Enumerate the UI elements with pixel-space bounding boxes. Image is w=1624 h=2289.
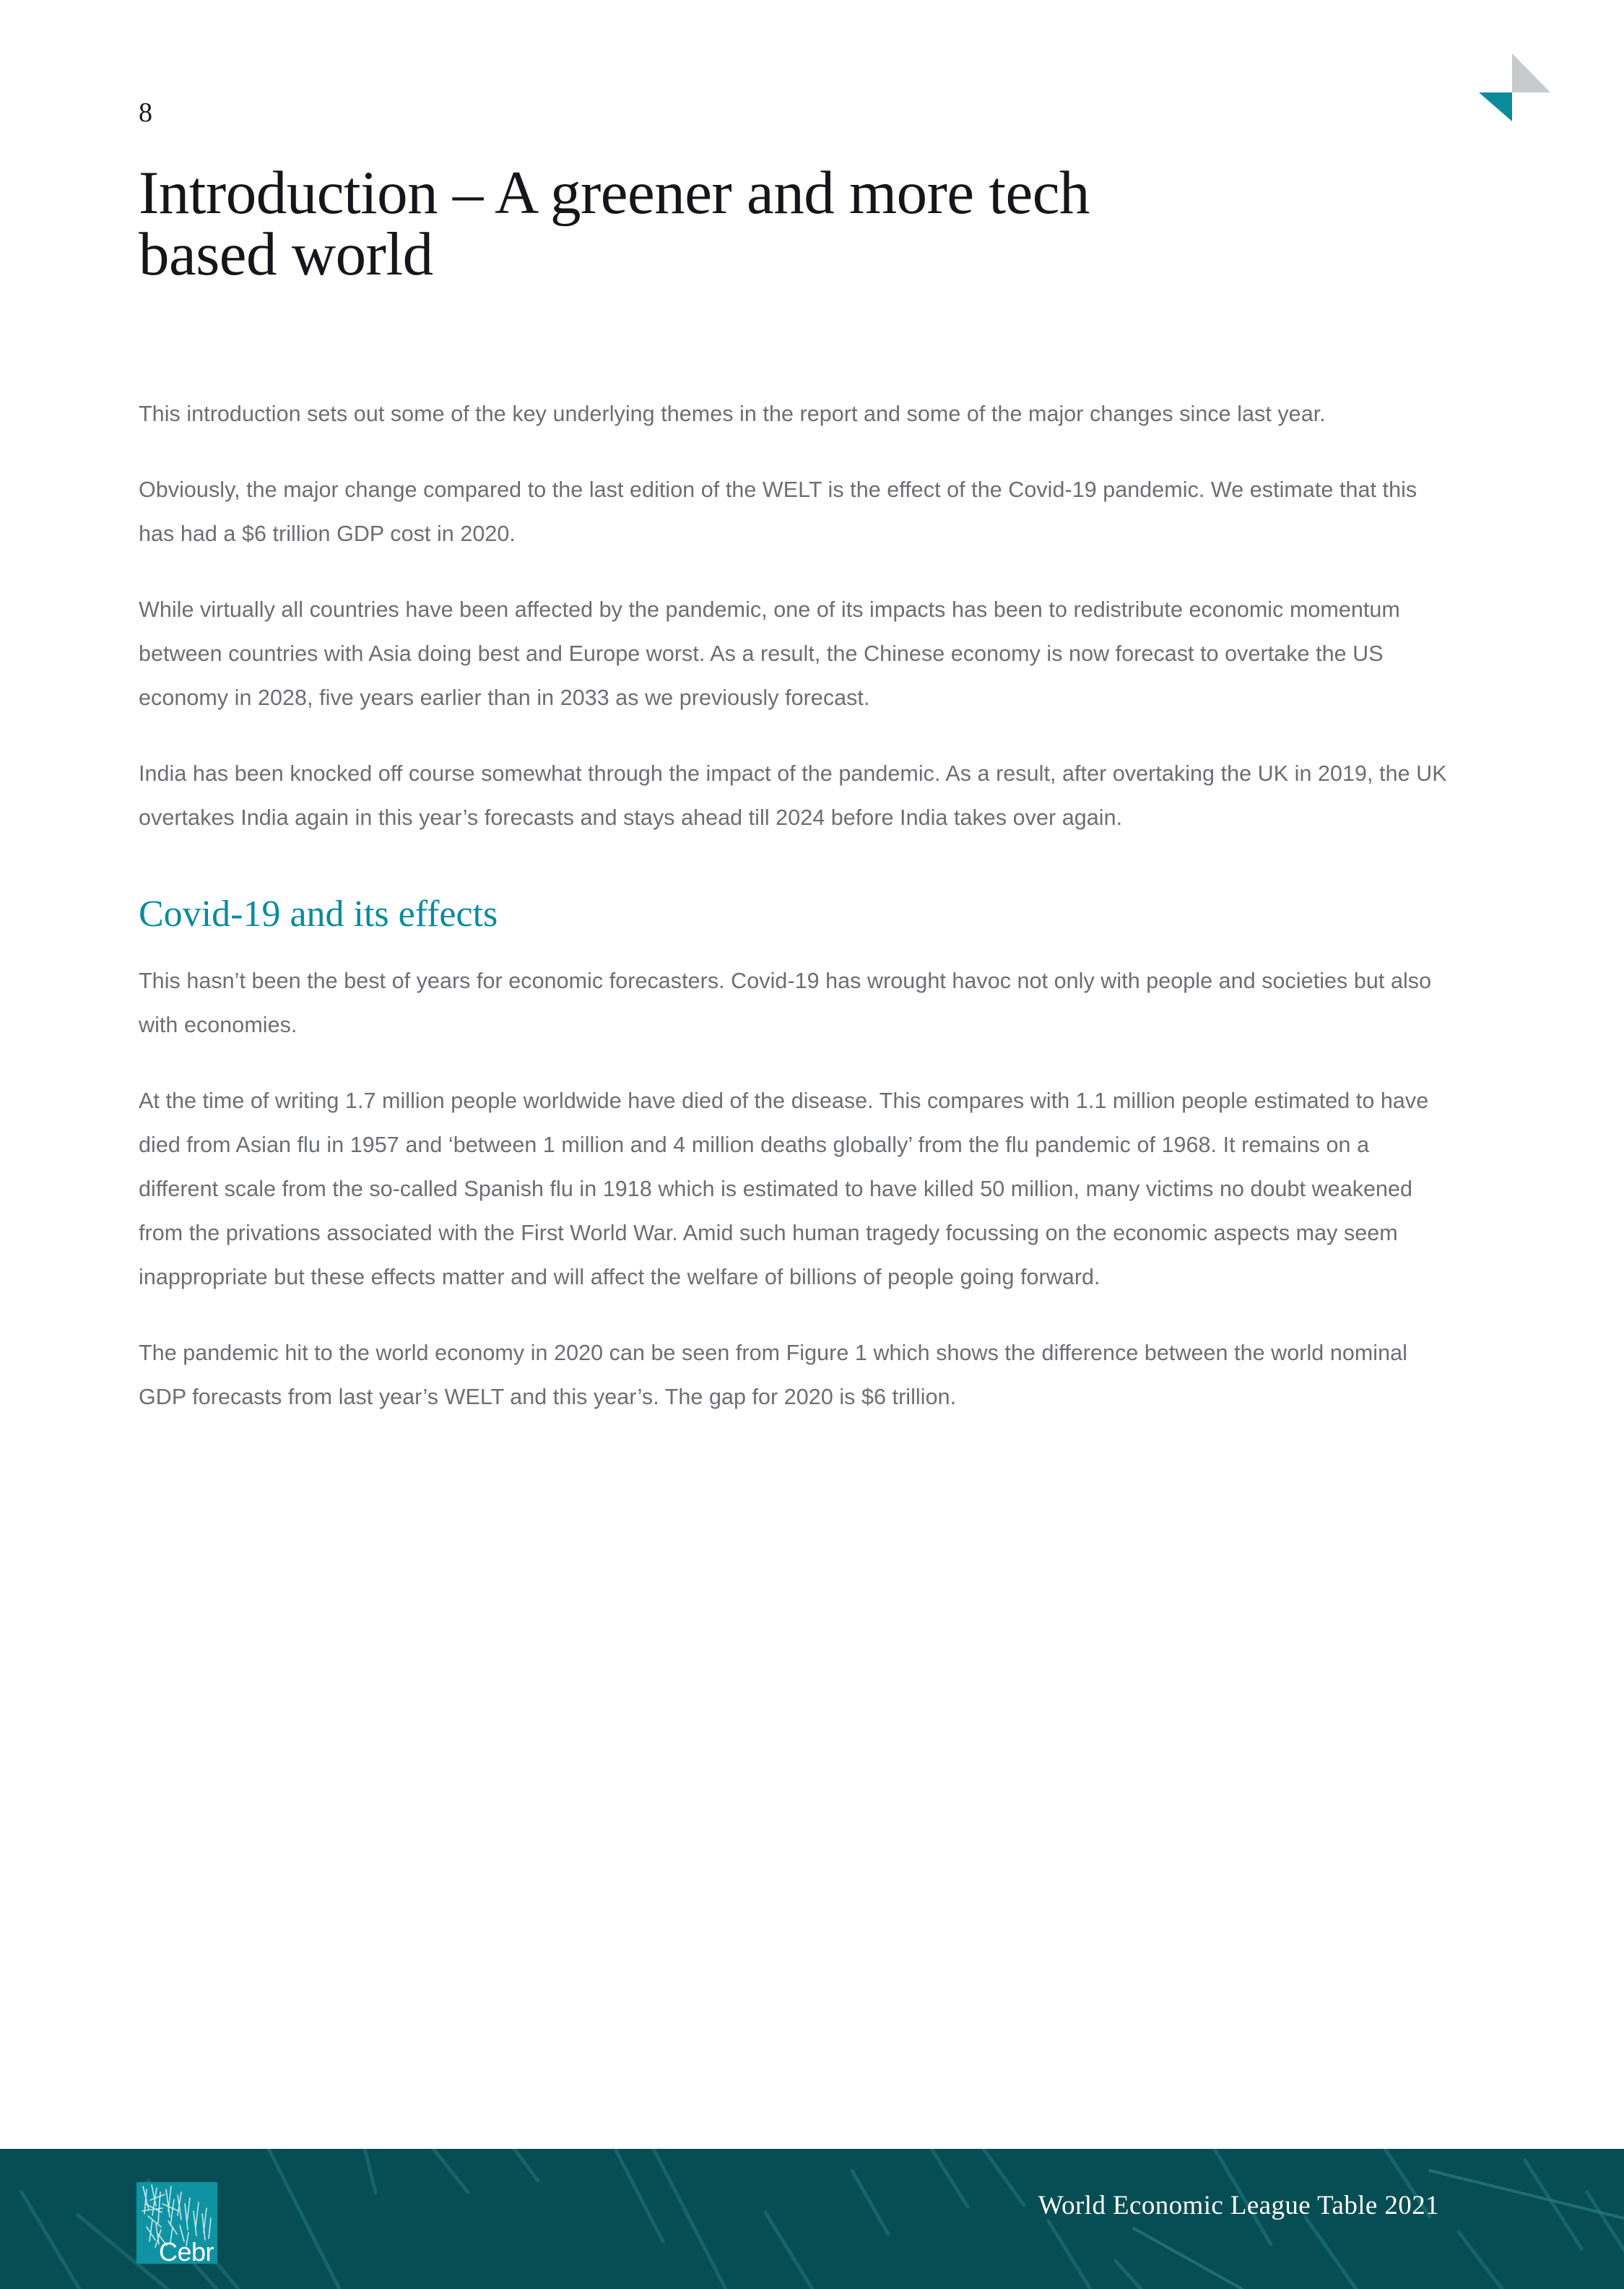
cebr-logo-mark-icon [136, 2182, 217, 2264]
intro-paragraph-2: Obviously, the major change compared to the last edition of the WELT is the effect of the Covid-19 pandemic. We estimate that this has had a $6 trillion GDP cost in 2020. [139, 477, 1417, 546]
spacer [139, 1299, 1449, 1331]
spacer [139, 840, 1449, 893]
spacer [139, 1047, 1449, 1079]
spacer [139, 556, 1449, 588]
page-content [139, 159, 1449, 1419]
corner-arrow-mark-icon [1472, 43, 1550, 121]
page-title-line-1: Introduction – A greener and more tech [139, 159, 1090, 227]
intro-paragraph-3: While virtually all countries have been affected by the pandemic, one of its impacts has been to redistribute economic momentum between countries with Asia doing best and Europe worst. As a result, the Chinese economy is now forecast to overtake the US economy in 2028, five years earlier than in 2033 as we previously forecast. [139, 597, 1400, 710]
cebr-logo-text: Cebr [158, 2237, 214, 2264]
spacer [139, 436, 1449, 468]
spacer [139, 935, 1449, 959]
intro-paragraph-4: India has been knocked off course somewhat through the impact of the pandemic. As a result, after overtaking the UK in 2019, the UK overtakes India again in this year’s forecasts and stays ahead till 2024 before India takes over again. [139, 761, 1447, 830]
page-title [139, 159, 1410, 288]
section-paragraph-2: At the time of writing 1.7 million people worldwide have died of the disease. This compares with 1.1 million people estimated to have died from Asian flu in 1957 and ‘between 1 million and 4 million deaths globally’ from the flu pandemic of 1968. It remains on a different scale from the so-called Spanish flu in 1918 which is estimated to have killed 50 million, many victims no doubt weakened from the privations associated with the First World War. Amid such human tragedy focussing on the economic aspects may seem inappropriate but these effects matter and will affect the welfare of billions of people going forward. [139, 1089, 1429, 1290]
spacer [139, 720, 1449, 752]
footer-report-title: World Economic League Table 2021 [1038, 2191, 1439, 2220]
page-footer [0, 2149, 1624, 2289]
section-heading-covid: Covid-19 and its effects [139, 893, 498, 935]
section-paragraph-3: The pandemic hit to the world economy in 2020 can be seen from Figure 1 which shows the difference between the world nominal GDP forecasts from last year’s WELT and this year’s. The gap for 2020 is $6 trillion. [139, 1341, 1407, 1410]
spacer [139, 285, 1449, 392]
page-title-line-2: based world [139, 220, 433, 288]
intro-paragraph-1: This introduction sets out some of the key underlying themes in the report and some of the major changes since last year. [139, 402, 1326, 426]
page-number: 8 [139, 98, 153, 128]
section-paragraph-1: This hasn’t been the best of years for economic forecasters. Covid-19 has wrought havoc not only with people and societies but also with economies. [139, 969, 1432, 1038]
